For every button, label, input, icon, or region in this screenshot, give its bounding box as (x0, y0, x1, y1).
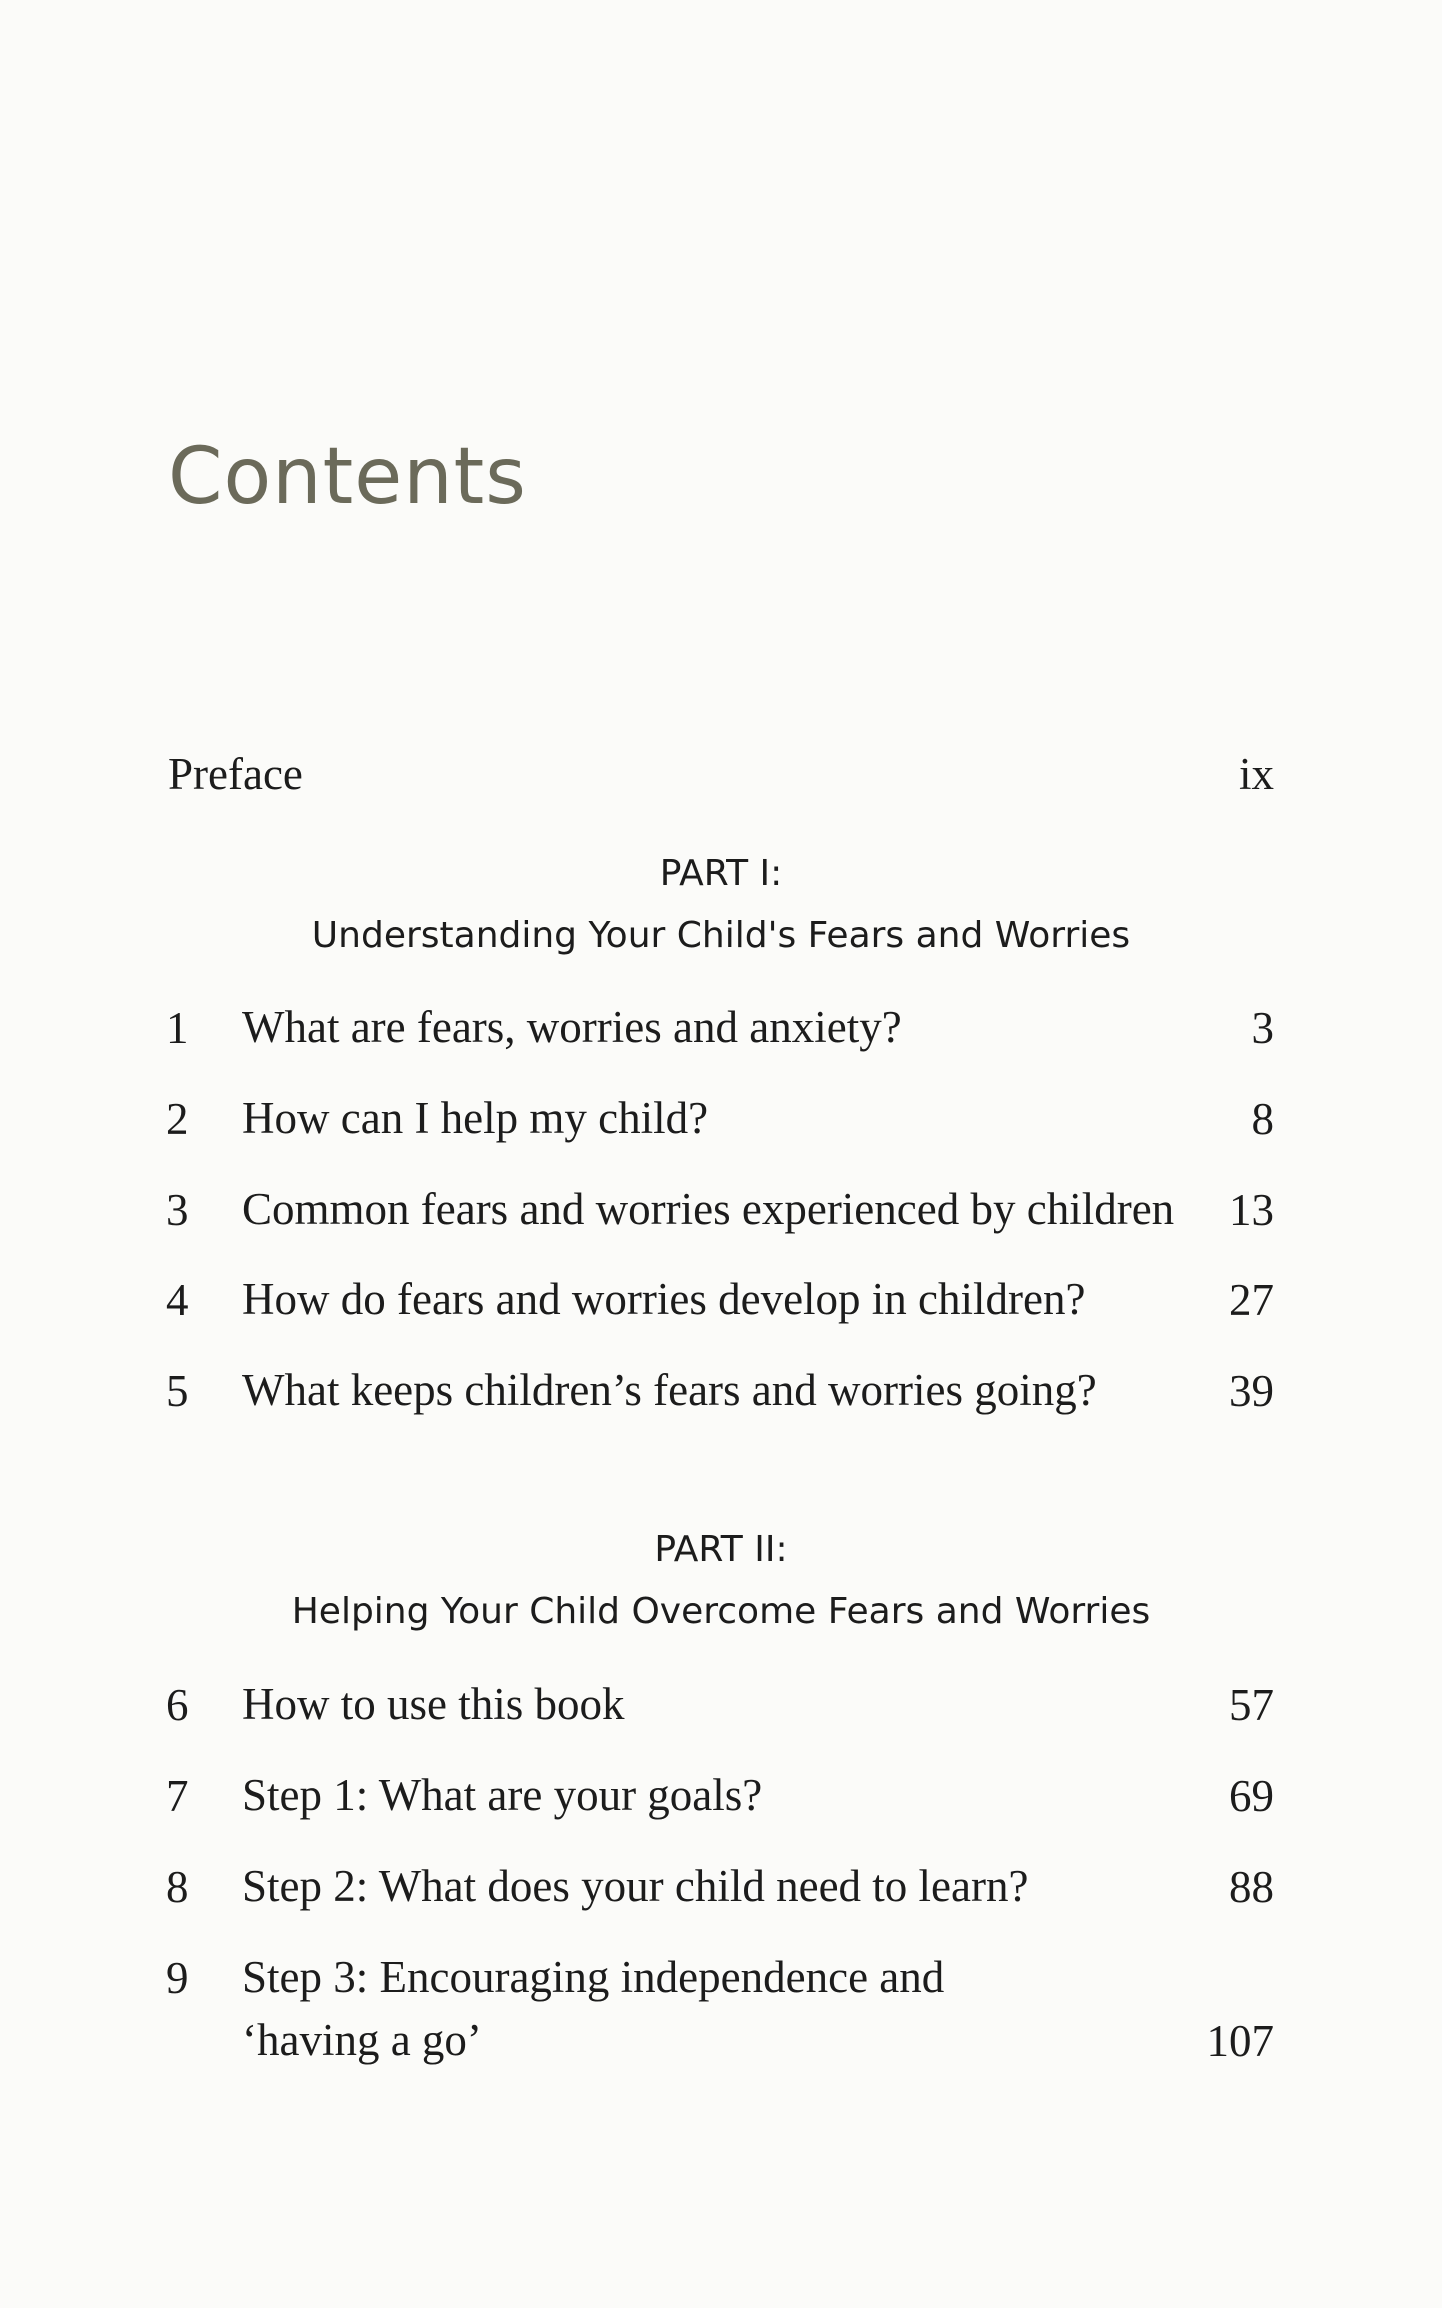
chapter-page-number: 39 (1229, 1366, 1274, 1416)
chapter-page-number: 8 (1251, 1094, 1274, 1144)
chapter-title: What are fears, worries and anxiety? (242, 1002, 902, 1052)
chapter-number: 2 (166, 1094, 189, 1144)
chapter-page-number: 27 (1229, 1275, 1274, 1325)
chapter-title: What keeps children’s fears and worries going? (242, 1365, 1097, 1415)
chapter-page-number: 88 (1229, 1862, 1274, 1912)
chapter-page-number: 69 (1229, 1771, 1274, 1821)
chapter-page-number: 107 (1206, 2016, 1274, 2066)
chapter-title: Step 2: What does your child need to learn? (242, 1861, 1029, 1911)
chapter-page-number: 13 (1229, 1185, 1274, 1235)
chapter-number: 8 (166, 1862, 189, 1912)
chapter-number: 9 (166, 1953, 189, 2003)
page-title: Contents (168, 432, 527, 522)
chapter-title: How do fears and worries develop in children? (242, 1274, 1086, 1324)
part-1-subtitle: Understanding Your Child's Fears and Worries (311, 915, 1131, 956)
part-2-subtitle: Helping Your Child Overcome Fears and Worries (291, 1591, 1151, 1632)
chapter-title: Step 1: What are your goals? (242, 1770, 763, 1820)
preface-page-number: ix (1238, 749, 1274, 799)
chapter-number: 1 (166, 1003, 189, 1053)
chapter-title: Step 3: Encouraging independence and (242, 1952, 945, 2002)
preface-label: Preface (168, 749, 303, 799)
chapter-number: 7 (166, 1771, 189, 1821)
chapter-title: How to use this book (242, 1679, 625, 1729)
chapter-page-number: 3 (1251, 1003, 1274, 1053)
chapter-title: Common fears and worries experienced by children (242, 1184, 1175, 1234)
chapter-title: How can I help my child? (242, 1093, 709, 1143)
chapter-number: 5 (166, 1366, 189, 1416)
part-2-title: PART II: (654, 1529, 788, 1570)
part-1-title: PART I: (659, 853, 783, 894)
chapter-number: 6 (166, 1680, 189, 1730)
chapter-number: 4 (166, 1275, 189, 1325)
chapter-page-number: 57 (1229, 1680, 1274, 1730)
chapter-number: 3 (166, 1185, 189, 1235)
chapter-title-continued: ‘having a go’ (242, 2015, 482, 2065)
